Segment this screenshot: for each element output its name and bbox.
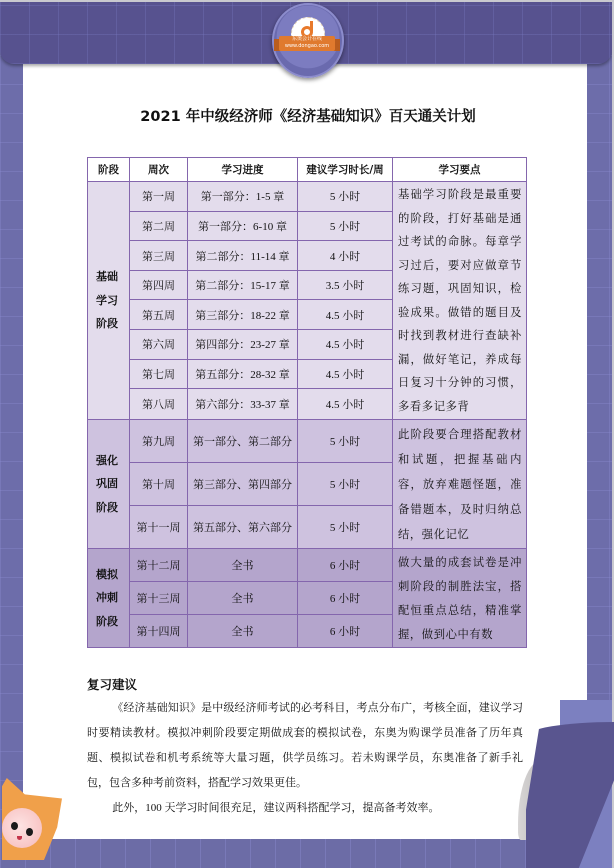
key-points-cell: 基础学习阶段是最重要的阶段，打好基础是通过考试的命脉。每章学习过后，要对应做章节练习题，巩固知识，检验成果。做错的题目及时找到教材进行查缺补漏，做好笔记，养成每日复习十分钟的习惯，多看多记多背 [393, 182, 527, 420]
page-title: 2021 年中级经济师《经济基础知识》百天通关计划 [140, 109, 476, 125]
hours-cell: 5 小时 [298, 182, 393, 212]
phase-label-line: 模拟 [96, 567, 118, 581]
advice-paragraph: 《经济基础知识》是中级经济师考试的必考科目，考点分布广，考核全面，建议学习时要精读教材。模拟冲刺阶段要定期做成套的模拟试卷，东奥为购课学员准备了历年真题、模拟试卷和机考系统等大量习题，供学员练习。若未购课学员，东奥准备了新手礼包，包含多种考前资料，搭配学习效果更佳。 [87, 702, 523, 789]
logo-ribbon [279, 36, 335, 51]
phase-label-line: 强化 [96, 453, 118, 467]
phase-label-line: 巩固 [96, 477, 118, 491]
week-cell: 第七周 [130, 359, 188, 389]
document-content [87, 104, 527, 821]
section-sprint [88, 549, 527, 648]
week-cell: 第五周 [130, 300, 188, 330]
week-cell: 第十四周 [130, 615, 188, 648]
hours-cell: 6 小时 [298, 549, 393, 582]
week-cell: 第二周 [130, 211, 188, 241]
mascot-eye-icon [26, 828, 33, 836]
hours-cell: 4.5 小时 [298, 389, 393, 420]
phase-label-line: 基础 [96, 270, 118, 284]
table-row [88, 182, 527, 212]
week-cell: 第十周 [130, 463, 188, 506]
header-hours: 建议学习时长/周 [298, 158, 393, 182]
week-cell: 第三周 [130, 241, 188, 271]
phase-label-line: 冲刺 [96, 591, 118, 605]
progress-cell: 第四部分：23-27 章 [188, 330, 298, 360]
brand-logo [272, 3, 344, 78]
progress-cell: 第一部分：1-5 章 [188, 182, 298, 212]
week-cell: 第四周 [130, 270, 188, 300]
header-phase: 阶段 [88, 158, 130, 182]
phase-label-line: 学习 [96, 293, 118, 307]
header-key-points: 学习要点 [393, 158, 527, 182]
key-points-cell: 此阶段要合理搭配教材和试题，把握基础内容，放弃难题怪题，准备错题本，及时归纳总结，强化记忆 [393, 420, 527, 549]
hours-cell: 5 小时 [298, 211, 393, 241]
mascot-eye-icon [11, 822, 18, 830]
week-cell: 第十三周 [130, 582, 188, 615]
logo-url-text: www.dongao.com [284, 43, 330, 49]
section-strengthen [88, 420, 527, 549]
hours-cell: 4.5 小时 [298, 300, 393, 330]
week-cell: 第一周 [130, 182, 188, 212]
hours-cell: 5 小时 [298, 420, 393, 463]
table-row [88, 420, 527, 463]
page-top-edge [0, 0, 614, 2]
hours-cell: 6 小时 [298, 615, 393, 648]
progress-cell: 第三部分：18-22 章 [188, 300, 298, 330]
progress-cell: 第三部分、第四部分 [188, 463, 298, 506]
progress-cell: 全书 [188, 615, 298, 648]
table-row [88, 549, 527, 582]
footer-banner [0, 839, 614, 868]
week-cell: 第十二周 [130, 549, 188, 582]
progress-cell: 第五部分：28-32 章 [188, 359, 298, 389]
mascot-illustration [0, 778, 66, 868]
phase-label [88, 420, 130, 549]
hours-cell: 5 小时 [298, 463, 393, 506]
phase-label [88, 182, 130, 420]
progress-cell: 第二部分：11-14 章 [188, 241, 298, 271]
logo-brand-text: 东奥会计在线 [291, 36, 322, 42]
progress-cell: 第二部分：15-17 章 [188, 270, 298, 300]
progress-cell: 第一部分、第二部分 [188, 420, 298, 463]
phase-label-line: 阶段 [96, 500, 118, 514]
week-cell: 第六周 [130, 330, 188, 360]
hours-cell: 4.5 小时 [298, 359, 393, 389]
review-advice-section [87, 676, 527, 821]
hours-cell: 5 小时 [298, 506, 393, 549]
header-progress: 学习进度 [188, 158, 298, 182]
phase-label-line: 阶段 [96, 614, 118, 628]
mascot-face [2, 808, 42, 848]
hours-cell: 6 小时 [298, 582, 393, 615]
week-cell: 第十一周 [130, 506, 188, 549]
advice-heading: 复习建议 [87, 677, 138, 692]
advice-paragraph: 此外，100 天学习时间很充足，建议两科搭配学习，提高备考效率。 [112, 802, 440, 814]
progress-cell: 第五部分、第六部分 [188, 506, 298, 549]
progress-cell: 第一部分：6-10 章 [188, 211, 298, 241]
section-basic [88, 182, 527, 420]
week-cell: 第九周 [130, 420, 188, 463]
phase-label-line: 阶段 [96, 317, 118, 331]
hours-cell: 3.5 小时 [298, 270, 393, 300]
hours-cell: 4 小时 [298, 241, 393, 271]
study-plan-table [87, 157, 527, 648]
progress-cell: 第六部分：33-37 章 [188, 389, 298, 420]
progress-cell: 全书 [188, 549, 298, 582]
hours-cell: 4.5 小时 [298, 330, 393, 360]
week-cell: 第八周 [130, 389, 188, 420]
progress-cell: 全书 [188, 582, 298, 615]
key-points-cell: 做大量的成套试卷是冲刺阶段的制胜法宝，搭配恒重点总结，精准掌握，做到心中有数 [393, 549, 527, 648]
phase-label [88, 549, 130, 648]
mascot-mouth-icon [17, 836, 22, 840]
table-header-row [88, 158, 527, 182]
header-week: 周次 [130, 158, 188, 182]
